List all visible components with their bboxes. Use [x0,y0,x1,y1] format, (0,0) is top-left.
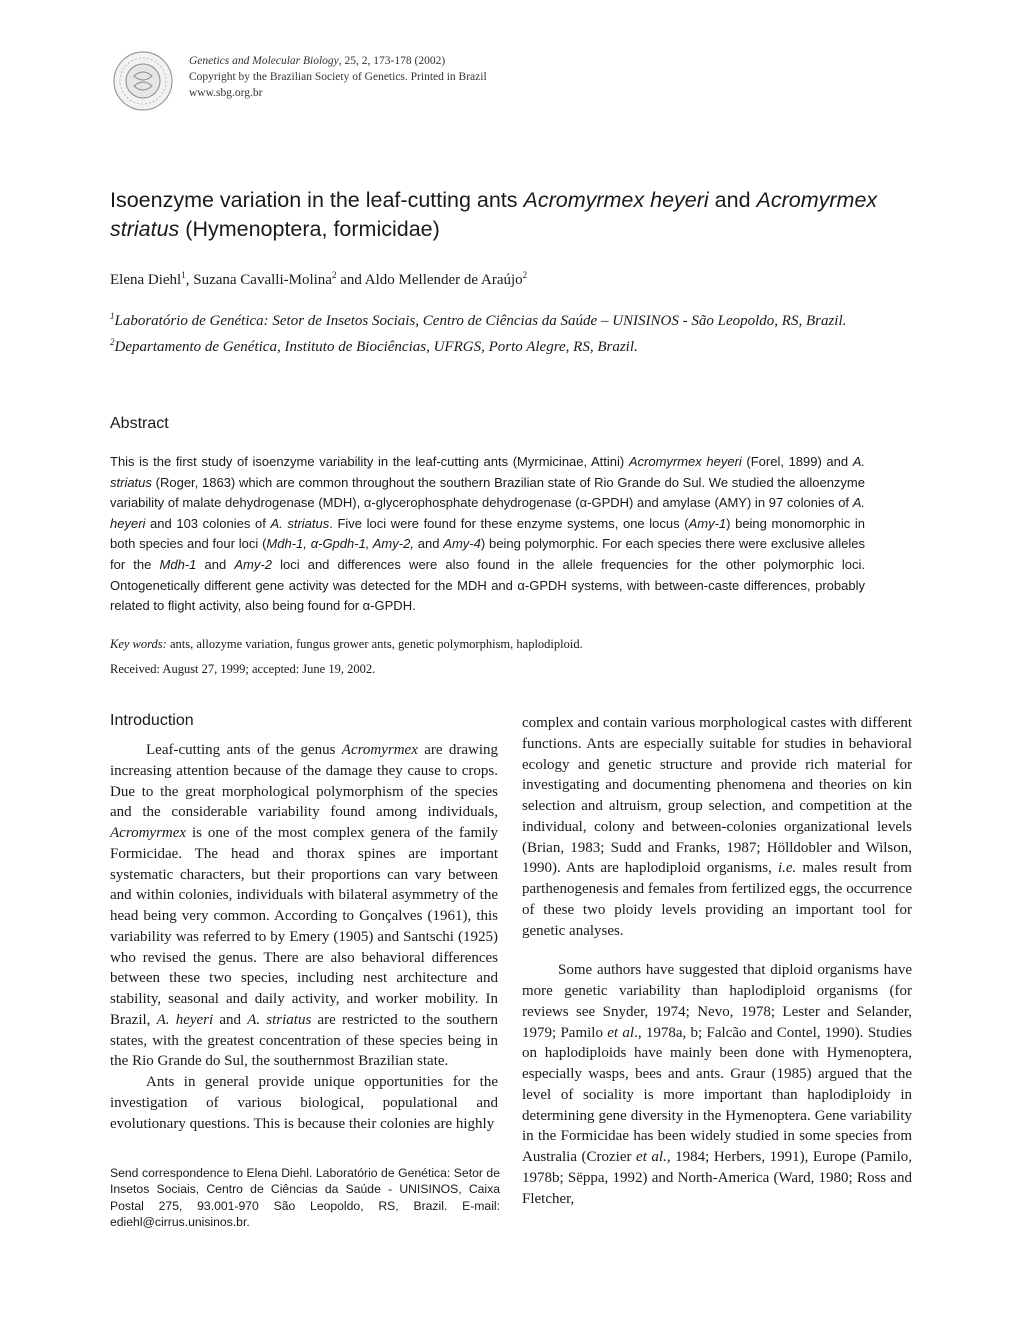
journal-volume: , 25, 2, 173-178 (2002) [338,55,446,67]
keywords-label: Key words: [110,637,167,651]
affiliation-marker: 1 [110,311,115,321]
journal-citation [189,53,487,69]
sbg-seal-icon [112,50,174,112]
paragraph: Some authors have suggested that diploid organisms have more genetic variability than haplodiploid organisms (for reviews see Snyder, 1974; Nevo, 1978; Lester and Selander, 1979; Pamilo et al., 1978a, b; Falcão and Contel, 1990). Studies on haplodiploids have mainly been done with Hymenoptera, especially wasps, bees and ants. Graur (1985) argued that the level of sociality is more important than haplodiploidy in determining gene diversity in the Hymenoptera. Gene variability in the Formicidae has been widely studied in some species from Australia (Crozier et al., 1984; Herbers, 1991), Europe (Pamilo, 1978b; Sëppa, 1992) and North-America (Ward, 1980; Ross and Fletcher, [522,962,912,1207]
affiliation-marker: 2 [331,270,337,280]
author-name: and Aldo Mellender de Araújo [336,272,523,288]
right-column [522,713,912,1209]
left-column [110,740,498,1134]
title-text: Isoenzyme variation in the leaf-cutting ants [110,188,524,212]
affiliation-2 [110,332,910,358]
author-name: , Suzana Cavalli-Molina [185,272,332,288]
abstract-heading: Abstract [110,415,169,432]
affiliation-text: Laboratório de Genética: Setor de Insetos Sociais, Centro de Ciências da Saúde – UNISINOS - São Leopoldo, RS, Brazil. [114,313,847,329]
paragraph: Leaf-cutting ants of the genus Acromyrmex are drawing increasing attention because of the damage they cause to crops. Due to the great morphological polymorphism of the species and the considerable variability found among individuals, Acromyrmex is one of the most complex genera of the family Formicidae. The head and thorax spines are important systematic characters, but their proportions can vary between and within colonies, individuals with bilateral asymmetry of the head being very common. According to Gonçalves (1961), this variability was referred to by Emery (1905) and Santschi (1925) who revised the genus. There are also behavioral differences between these two species, including nest architecture and stability, seasonal and daily activity, and worker mobility. In Brazil, A. heyeri and A. striatus are restricted to the southern states, with the greatest concentration of these species being in the Rio Grande do Sul, the southernmost Brazilian state. [110,742,499,1070]
affiliation-marker: 2 [522,270,528,280]
introduction-heading: Introduction [110,712,194,729]
paragraph: Ants in general provide unique opportunities for the investigation of various biological, populational and evolutionary questions. This is because their colonies are highly [110,1074,498,1132]
correspondence-note: Send correspondence to Elena Diehl. Laboratório de Genética: Setor de Insetos Sociais, Centro de Ciências da Saúde - UNISINOS, Caixa Postal 275, 93.001-970 São Leopoldo, RS, Brazil. E-mail: ediehl@cirrus.unisinos.br. [110,1166,500,1230]
copyright-line: Copyright by the Brazilian Society of Genetics. Printed in Brazil [189,71,487,83]
affiliations [110,306,910,359]
abstract-body: This is the first study of isoenzyme variability in the leaf-cutting ants (Myrmicinae, Attini) Acromyrmex heyeri (Forel, 1899) and A. striatus (Roger, 1863) which are common throughout the southern Brazilian state of Rio Grande do Sul. We studied the alloenzyme variability of malate dehydrogenase (MDH), α-glycerophosphate dehydrogenase (α-GPDH) and amylase (AMY) in 97 colonies of A. heyeri and 103 colonies of A. striatus. Five loci were found for these enzyme systems, one locus (Amy-1) being monomorphic in both species and four loci (Mdh-1, α-Gpdh-1, Amy-2, and Amy-4) being polymorphic. For each species there were exclusive alleles for the Mdh-1 and Amy-2 loci and differences were also found in the allele frequencies for the other polymorphic loci. Ontogenetically different gene activity was detected for the MDH and α-GPDH systems, with between-caste differences, probably related to flight activity, also being found for α-GPDH. [110,454,866,614]
society-logo [112,50,174,112]
title-species: Acromyrmex heyeri [523,188,709,212]
received-dates: Received: August 27, 1999; accepted: June 19, 2002. [110,662,376,676]
title-species: Acromyrmex striatus [110,188,878,241]
affiliation-1 [110,306,910,332]
title-text: and [708,188,757,212]
paragraph: complex and contain various morphological castes with different functions. Ants are especially suitable for studies in behavioral ecology and genetic structure and provide rich material for investigating and documenting phenomena and theories on kin selection and altruism, group selection, and competition at the individual, colony and between-colonies organizational levels (Brian, 1983; Sudd and Franks, 1987; Hölldobler and Wilson, 1990). Ants are haplodiploid organisms, i.e. males result from parthenogenesis and females from fertilized eggs, the occurrence of these two ploidy levels providing an important tool for genetic analyses. [522,715,912,939]
affiliation-text: Departamento de Genética, Instituto de Biociências, UFRGS, Porto Alegre, RS, Brazil. [114,339,638,356]
journal-name: Genetics and Molecular Biology [189,55,339,67]
author-list [110,270,527,289]
affiliation-marker: 1 [181,270,186,280]
article-title [110,186,910,244]
journal-url[interactable]: www.sbg.org.br [189,87,263,99]
keywords [110,637,890,652]
title-text: (Hymenoptera, formicidae) [179,217,440,241]
keywords-list: ants, allozyme variation, fungus grower ants, genetic polymorphism, haplodiploid. [166,637,583,651]
author-name: Elena Diehl [110,272,182,288]
journal-header [189,53,487,101]
affiliation-marker: 2 [110,337,115,348]
